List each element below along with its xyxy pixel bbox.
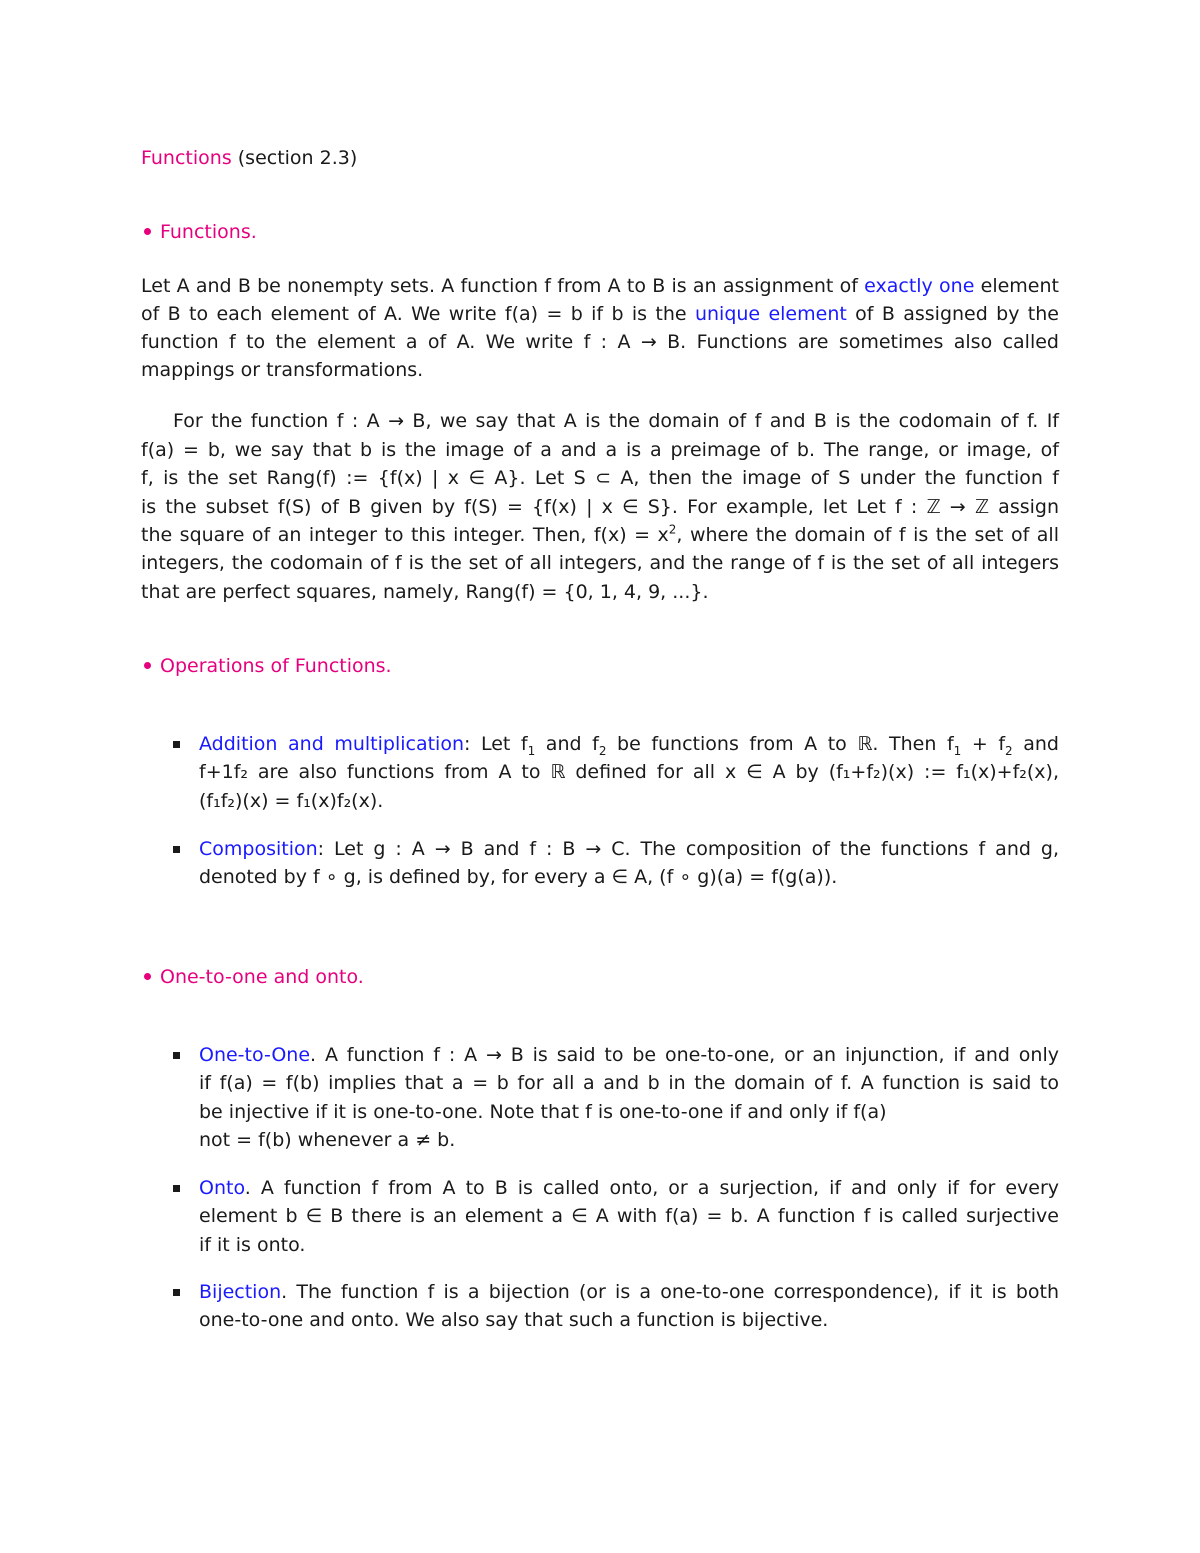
- one-to-one-item-line: One-to-One. A function f : A → B is said to be one-to-one, or an injunction, if and only: [199, 1044, 1059, 1066]
- highlight-unique-element: unique element: [694, 303, 847, 325]
- paragraph-line: mappings or transformations.: [141, 359, 424, 381]
- page-title: [141, 144, 1059, 172]
- onto-item-line: Onto. A function f from A to B is called onto, or a surjection, if and only if for every: [199, 1177, 1059, 1199]
- section-heading-operations: Operations of Functions.: [141, 652, 1059, 680]
- section-heading-onto: One-to-one and onto.: [141, 963, 1059, 991]
- one-to-one-item-line: not = f(b) whenever a ≠ b.: [199, 1129, 456, 1151]
- section-heading-functions: Functions.: [141, 218, 1059, 246]
- bullet-square-icon: [173, 1289, 180, 1296]
- bullet-dot-icon: [144, 662, 151, 669]
- bullet-square-icon: [173, 1052, 180, 1059]
- bijection-item-line: one-to-one and onto. We also say that such a function is bijective.: [199, 1309, 829, 1331]
- bijection-item-line: Bijection. The function f is a bijection (or is a one-to-one correspondence), if it is both: [199, 1281, 1059, 1303]
- bullet-dot-icon: [144, 228, 151, 235]
- bullet-square-icon: [173, 1185, 180, 1192]
- term-addition: Addition and multiplication: [199, 733, 464, 755]
- addition-item-line: (f₁f₂)(x) = f₁(x)f₂(x).: [199, 790, 384, 812]
- title-suffix: (section 2.3): [231, 147, 358, 169]
- term-one-to-one: One-to-One: [199, 1044, 311, 1066]
- term-bijection: Bijection: [199, 1281, 282, 1303]
- paragraph-line: Let A and B be nonempty sets. A function f from A to B is an assignment of exactly one element: [141, 275, 1059, 297]
- bullet-square-icon: [173, 846, 180, 853]
- highlight-exactly-one: exactly one: [864, 275, 975, 297]
- bullet-square-icon: [173, 741, 180, 748]
- paragraph-line: integers, the codomain of f is the set of all integers, and the range of f is the set of all integers: [141, 552, 1059, 574]
- term-composition: Composition: [199, 838, 318, 860]
- onto-item-line: if it is onto.: [199, 1234, 306, 1256]
- bullet-dot-icon: [144, 973, 151, 980]
- paragraph-line: is the subset f(S) of B given by f(S) = {f(x) | x ∈ S}. For example, let Let f : ℤ → ℤ assign: [141, 496, 1059, 518]
- paragraph-line: of B to each element of A. We write f(a) = b if b is the unique element of B assigned by the: [141, 303, 1059, 325]
- one-to-one-item-line: if f(a) = f(b) implies that a = b for all a and b in the domain of f. A function is said to: [199, 1072, 1059, 1094]
- title-main: Functions: [141, 147, 232, 169]
- onto-item-line: element b ∈ B there is an element a ∈ A with f(a) = b. A function f is called surjective: [199, 1205, 1059, 1227]
- paragraph-line: the square of an integer to this integer. Then, $f(x) = x^2$, where the domain of f is the set of all: [141, 522, 1059, 546]
- paragraph-line: that are perfect squares, namely, Rang(f) = {0, 1, 4, 9, ...}.: [141, 581, 709, 603]
- composition-item-line: denoted by f ∘ g, is defined by, for every a ∈ A, (f ∘ g)(a) = f(g(a)).: [199, 866, 838, 888]
- addition-item-line: f+1f₂ are also functions from A to ℝ defined for all x ∈ A by (f₁+f₂)(x) := f₁(x)+f₂(x),: [199, 761, 1059, 783]
- paragraph-line: f(a) = b, we say that b is the image of a and a is a preimage of b. The range, or image, of: [141, 439, 1059, 461]
- paragraph-line: function f to the element a of A. We write f : A → B. Functions are sometimes also called: [141, 331, 1059, 353]
- paragraph-line: For the function f : A → B, we say that A is the domain of f and B is the codomain of f. If: [173, 410, 1059, 432]
- one-to-one-item-line: be injective if it is one-to-one. Note that f is one-to-one if and only if f(a): [199, 1101, 887, 1123]
- term-onto: Onto: [199, 1177, 245, 1199]
- paragraph-line: f, is the set Rang(f) := {f(x) | x ∈ A}. Let S ⊂ A, then the image of S under the function f: [141, 467, 1059, 489]
- addition-item-line: Addition and multiplication: Let $f_1$ and $f_2$ be functions from A to ℝ. Then $f_1 + f_2$ and: [199, 733, 1059, 758]
- composition-item-line: Composition: Let g : A → B and f : B → C. The composition of the functions f and g,: [199, 838, 1059, 860]
